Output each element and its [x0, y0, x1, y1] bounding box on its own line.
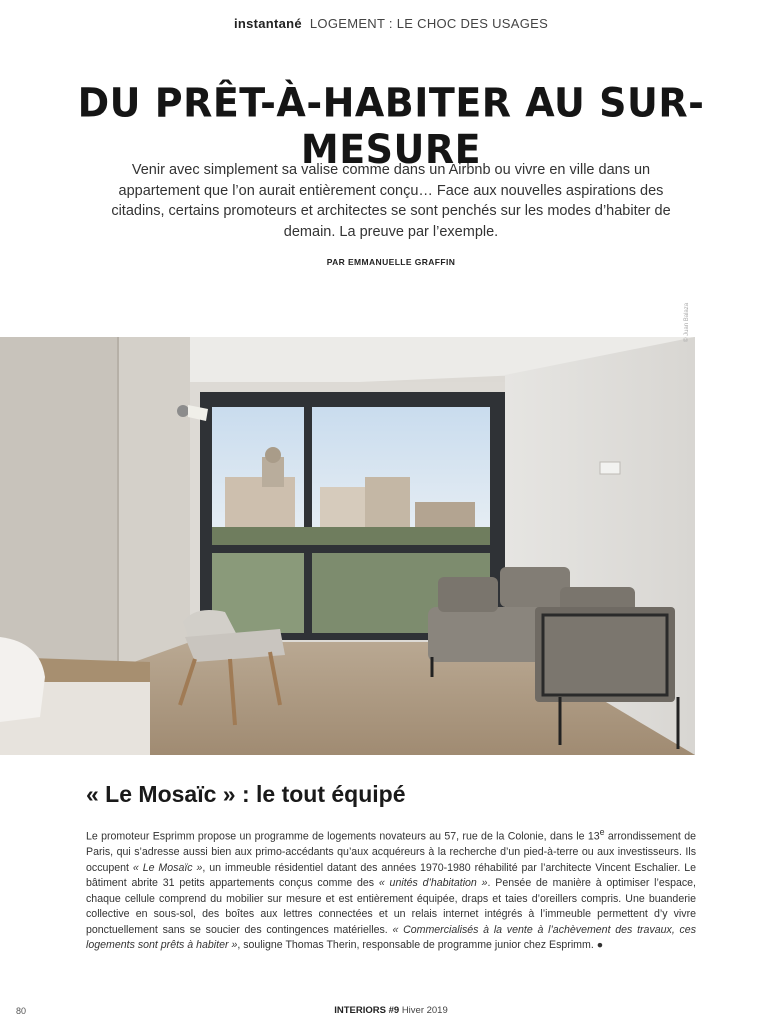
body-text-4: . Pensée de manière à optimiser l’espace, chaque cellule comprend du mobilier sur mesure et est entièrement équipée, draps et taies d’oreillers compris. Une buanderie collective en sous-sol, des boîtes aux lettres connectées et un relais internet intégrés à l’immeuble permettent d’y vivre ponctuellement sans se soucier des contingences matérielles.	[86, 877, 696, 936]
article-title: DU PRÊT-À-HABITER AU SUR-MESURE	[77, 79, 705, 173]
body-text-5: , souligne Thomas Therin, responsable de programme junior chez Esprimm. ●	[237, 939, 604, 952]
body-superscript: e	[599, 827, 605, 837]
rubric-brand: instantané	[233, 16, 302, 31]
rubric-title: LOGEMENT : LE CHOC DES USAGES	[309, 16, 549, 31]
page-number: 80	[16, 1006, 27, 1016]
body-text-2: arrondissement de Paris, qui s’adresse aussi bien aux primo-accédants qu’aux acquéreurs à la recherche d’un pied-à-terre ou aux investisseurs. Ils occupent	[86, 830, 696, 874]
photo-credit: © Juan Balaza	[684, 302, 690, 342]
issue-season: Hiver 2019	[401, 1005, 448, 1016]
running-footer	[0, 1005, 782, 1016]
section-body	[86, 825, 696, 954]
interior-photo	[0, 337, 695, 755]
body-text-3: , un immeuble résidentiel datant des années 1970-1980 réhabilité par l’architecte Vincent Eschalier. Le bâtiment abrite 31 petits appartements conçus comme des	[86, 861, 696, 890]
body-emphasis-1: « Le Mosaïc »	[132, 861, 203, 874]
section-heading: « Le Mosaïc » : le tout équipé	[86, 781, 406, 807]
running-header	[0, 16, 782, 31]
magazine-name: INTERIORS #9	[334, 1005, 400, 1016]
article-byline: PAR EMMANUELLE GRAFFIN	[326, 257, 456, 267]
body-quote: « Commercialisés à la vente à l’achèvement des travaux, ces logements sont prêts à habiter »	[86, 923, 697, 952]
body-emphasis-2: « unités d’habitation »	[378, 877, 488, 890]
apartment-interior-illustration	[0, 337, 695, 755]
article-lead: Venir avec simplement sa valise comme dans un Airbnb ou vivre en ville dans un appartement que l’on aurait entièrement conçu… Face aux nouvelles aspirations des citadins, certains promoteurs et architectes se sont penchés sur les modes d’habiter de demain. La preuve par l’exemple.	[111, 162, 671, 240]
body-text-1: Le promoteur Esprimm propose un programme de logements novateurs au 57, rue de la Colonie, dans le 13	[86, 830, 600, 843]
